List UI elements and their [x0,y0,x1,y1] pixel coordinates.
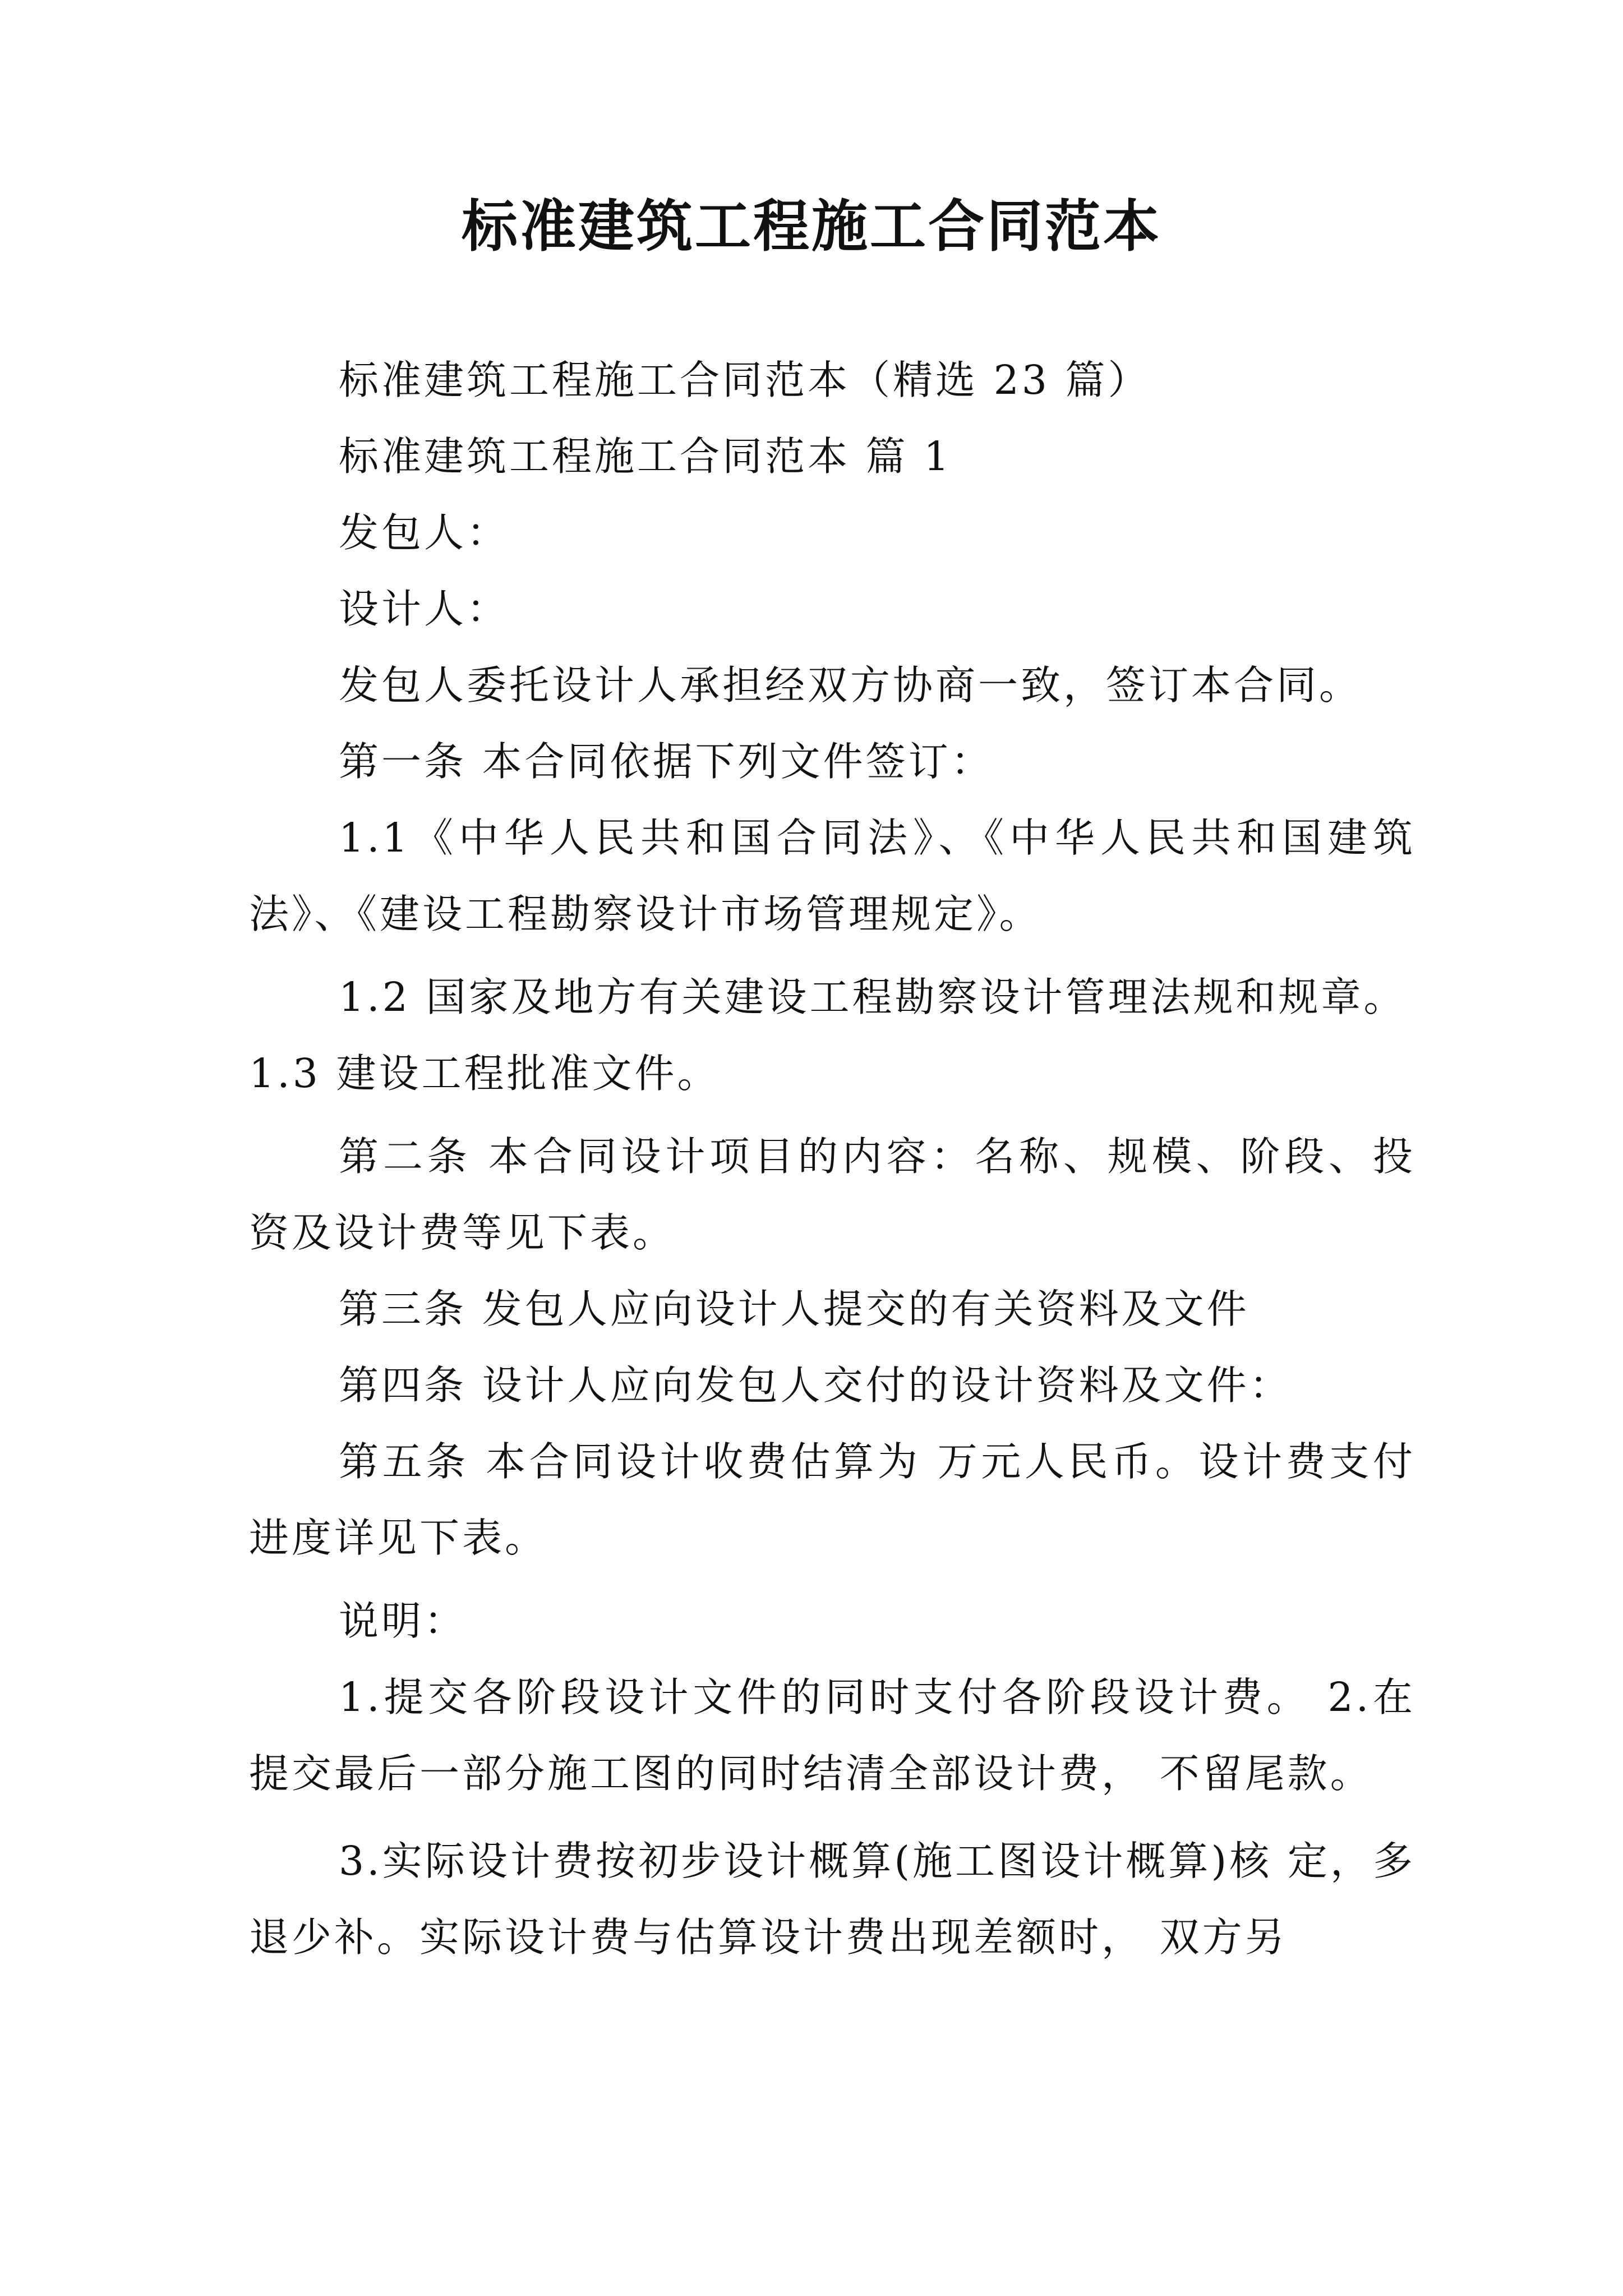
paragraph-intro: 发包人委托设计人承担经双方协商一致，签订本合同。 [339,662,1362,708]
paragraph-note-1-2: 1.提交各阶段设计文件的同时支付各阶段设计费。 2.在提交最后一部分施工图的同时结清全部设计费， 不留尾款。 [249,1674,1415,1797]
paragraph-section-heading: 标准建筑工程施工合同范本 篇 1 [339,433,952,480]
paragraph-article-5: 第五条 本合同设计收费估算为 万元人民币。设计费支付进度详见下表。 [249,1438,1415,1561]
paragraph-note-3: 3.实际设计费按初步设计概算(施工图设计概算)核 定，多退少补。实际设计费与估算设计费出现差额时， 双方另 [249,1838,1415,1961]
paragraph-article-1: 第一条 本合同依据下列文件签订： [339,738,994,785]
paragraph-article-3: 第三条 发包人应向设计人提交的有关资料及文件 [339,1286,1249,1332]
paragraph-notes-heading: 说明： [339,1598,467,1644]
paragraph-article-2: 第二条 本合同设计项目的内容：名称、规模、阶段、投资及设计费等见下表。 [249,1133,1415,1256]
paragraph-employer: 发包人： [339,509,510,556]
document-body [249,342,1415,1976]
paragraph-designer: 设计人： [339,586,510,632]
paragraph-clause-1-1: 1.1《中华人民共和国合同法》、《中华人民共和国建筑法》、《建设工程勘察设计市场管理规定》。 [249,815,1415,937]
paragraph-article-4: 第四条 设计人应向发包人交付的设计资料及文件： [339,1362,1292,1409]
paragraph-clause-1-2: 1.2 国家及地方有关建设工程勘察设计管理法规和规章。 [339,974,1407,1020]
document-title: 标准建筑工程施工合同范本 [462,193,1161,259]
paragraph-clause-1-3: 1.3 建设工程批准文件。 [249,1050,720,1097]
paragraph-collection-title: 标准建筑工程施工合同范本（精选 23 篇） [339,357,1151,403]
